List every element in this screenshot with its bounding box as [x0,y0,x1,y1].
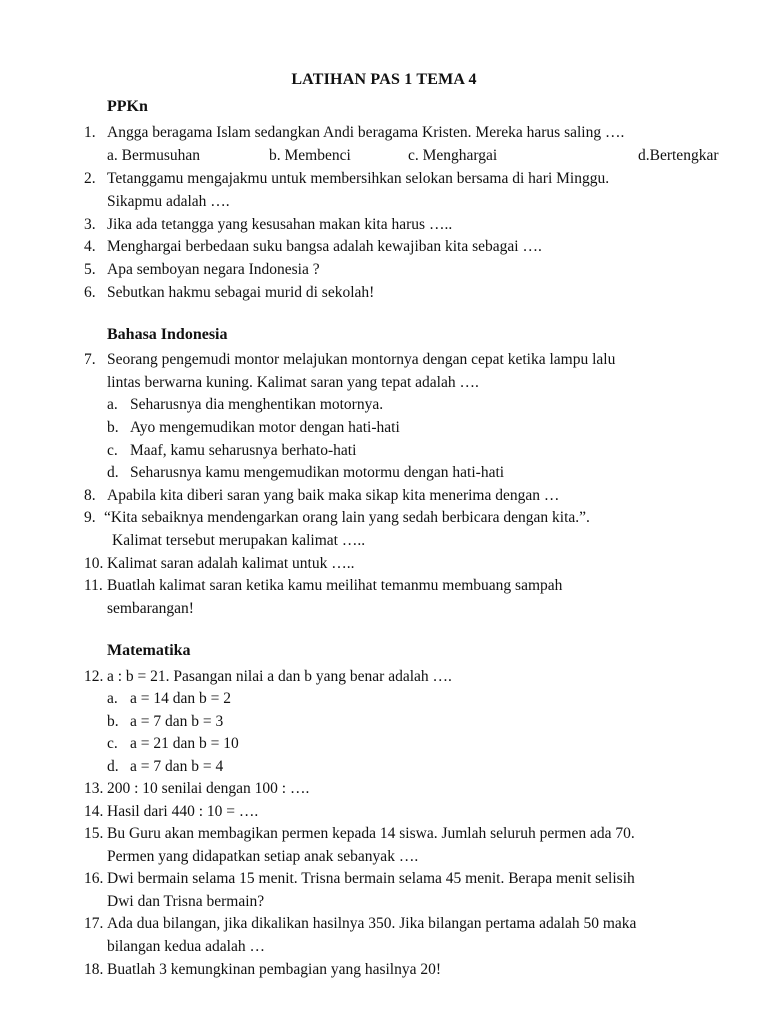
question-6-number: 6. [84,284,96,301]
question-7-option-d-text: Seharusnya kamu mengemudikan motormu dengan hati-hati [130,464,505,481]
question-17-number: 17. [84,915,104,932]
question-8-text: Apabila kita diberi saran yang baik maka sikap kita menerima dengan … [107,487,560,504]
question-12-option-b-letter: b. [107,713,119,730]
question-8-number: 8. [84,487,96,504]
question-17-line-2: bilangan kedua adalah … [107,938,265,955]
question-14-number: 14. [84,803,104,820]
question-1-option-b: b. Membenci [269,147,351,164]
section-heading-bahasa-indonesia: Bahasa Indonesia [107,326,228,343]
question-1-option-d: d.Bertengkar [638,147,719,164]
question-7-number: 7. [84,351,96,368]
question-10-text: Kalimat saran adalah kalimat untuk ….. [107,555,355,572]
question-16-line-2: Dwi dan Trisna bermain? [107,893,265,910]
question-3-number: 3. [84,216,96,233]
question-9-line-1: “Kita sebaiknya mendengarkan orang lain yang sedah berbicara dengan kita.”. [104,509,590,526]
question-11-line-2: sembarangan! [107,600,194,617]
question-18-text: Buatlah 3 kemungkinan pembagian yang hasilnya 20! [107,961,442,978]
question-6-text: Sebutkan hakmu sebagai murid di sekolah! [107,284,375,301]
question-1-option-a: a. Bermusuhan [107,147,200,164]
question-12-option-d-text: a = 7 dan b = 4 [130,758,224,775]
question-15-line-2: Permen yang didapatkan setiap anak sebanyak …. [107,848,419,865]
section-heading-matematika: Matematika [107,642,191,659]
question-7-option-b-letter: b. [107,419,119,436]
question-17-line-1: Ada dua bilangan, jika dikalikan hasilnya 350. Jika bilangan pertama adalah 50 maka [107,915,637,932]
question-1-option-c: c. Menghargai [408,147,498,164]
question-7-option-c-letter: c. [107,442,118,459]
question-10-number: 10. [84,555,104,572]
question-12-option-a-letter: a. [107,690,118,707]
question-2-line-1: Tetanggamu mengajakmu untuk membersihkan selokan bersama di hari Minggu. [107,170,610,187]
question-9-number: 9. [84,509,96,526]
question-7-option-a-text: Seharusnya dia menghentikan motornya. [130,396,384,413]
question-4-number: 4. [84,238,96,255]
question-13-text: 200 : 10 senilai dengan 100 : …. [107,780,310,797]
question-12-number: 12. [84,668,104,685]
question-15-number: 15. [84,825,104,842]
question-3-text: Jika ada tetangga yang kesusahan makan kita harus ….. [107,216,453,233]
question-13-number: 13. [84,780,104,797]
worksheet-title: LATIHAN PAS 1 TEMA 4 [291,71,477,88]
question-12-option-c-letter: c. [107,735,118,752]
question-5-text: Apa semboyan negara Indonesia ? [107,261,320,278]
question-7-line-2: lintas berwarna kuning. Kalimat saran yang tepat adalah …. [107,374,479,391]
question-1-number: 1. [84,124,96,141]
question-2-line-2: Sikapmu adalah …. [107,193,230,210]
question-7-option-c-text: Maaf, kamu seharusnya berhato-hati [130,442,357,459]
question-12-option-c-text: a = 21 dan b = 10 [130,735,239,752]
question-7-line-1: Seorang pengemudi montor melajukan montornya dengan cepat ketika lampu lalu [107,351,616,368]
question-18-number: 18. [84,961,104,978]
question-5-number: 5. [84,261,96,278]
question-1-text: Angga beragama Islam sedangkan Andi beragama Kristen. Mereka harus saling …. [107,124,625,141]
question-15-line-1: Bu Guru akan membagikan permen kepada 14 siswa. Jumlah seluruh permen ada 70. [107,825,635,842]
question-11-line-1: Buatlah kalimat saran ketika kamu meilihat temanmu membuang sampah [107,577,563,594]
question-14-text: Hasil dari 440 : 10 = …. [107,803,259,820]
question-9-line-2: Kalimat tersebut merupakan kalimat ….. [112,532,366,549]
question-12-option-d-letter: d. [107,758,119,775]
question-12-option-b-text: a = 7 dan b = 3 [130,713,224,730]
question-2-number: 2. [84,170,96,187]
question-12-text: a : b = 21. Pasangan nilai a dan b yang benar adalah …. [107,668,452,685]
question-7-option-a-letter: a. [107,396,118,413]
question-7-option-d-letter: d. [107,464,119,481]
section-heading-ppkn: PPKn [107,98,148,115]
question-16-number: 16. [84,870,104,887]
question-11-number: 11. [84,577,103,594]
question-16-line-1: Dwi bermain selama 15 menit. Trisna bermain selama 45 menit. Berapa menit selisih [107,870,635,887]
question-12-option-a-text: a = 14 dan b = 2 [130,690,231,707]
question-4-text: Menghargai berbedaan suku bangsa adalah kewajiban kita sebagai …. [107,238,542,255]
question-7-option-b-text: Ayo mengemudikan motor dengan hati-hati [130,419,400,436]
